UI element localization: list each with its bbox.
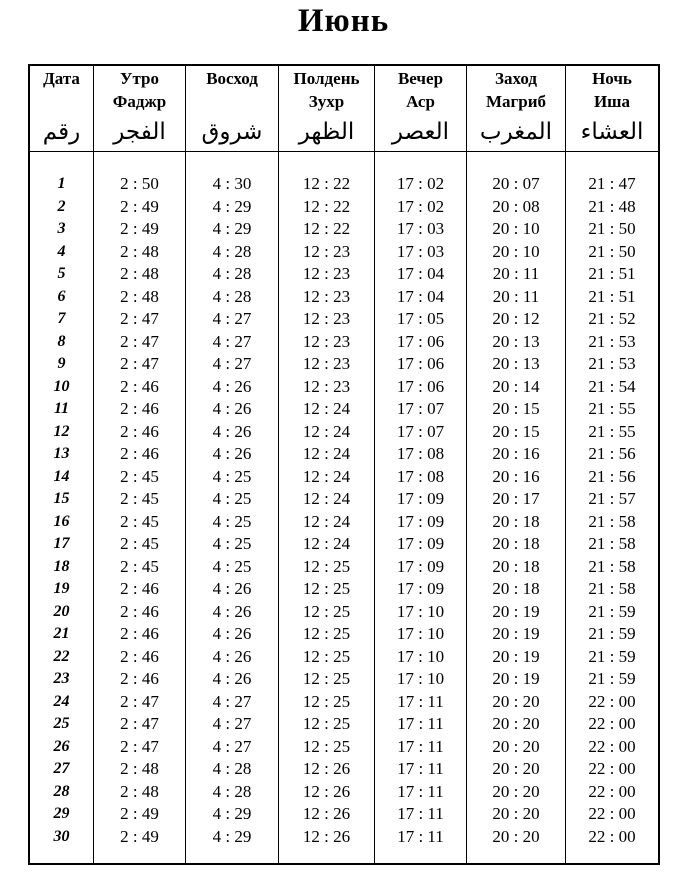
isha-cell: 21 : 50	[588, 241, 636, 261]
fajr-cell: 2 : 45	[120, 466, 159, 486]
asr-cell: 17 : 10	[396, 646, 445, 666]
isha-cell: 22 : 00	[588, 804, 636, 823]
dhuhr-cell: 12 : 24	[302, 534, 351, 553]
isha-cell: 21 : 51	[588, 286, 636, 306]
dhuhr-cell: 12 : 25	[302, 601, 351, 621]
isha-cell: 21 : 57	[588, 489, 636, 508]
header-fajr-russian-line2: Фаджр	[112, 92, 167, 111]
table-header-row	[30, 66, 658, 152]
date-cell: 18	[53, 557, 70, 575]
fajr-cell: 2 : 47	[120, 331, 159, 351]
column-sunrise	[186, 152, 279, 863]
fajr-cell: 2 : 49	[120, 219, 159, 238]
date-cell: 27	[53, 760, 70, 777]
header-date-russian: Дата	[43, 69, 80, 88]
date-cell: 16	[53, 512, 70, 530]
date-cell: 9	[57, 355, 66, 372]
header-dhuhr-russian-line2: Зухр	[308, 92, 345, 111]
fajr-cell: 2 : 47	[120, 309, 159, 328]
header-fajr	[94, 66, 186, 151]
dhuhr-cell: 12 : 26	[302, 804, 351, 823]
header-fajr-arabic: الفجر	[113, 119, 166, 145]
fajr-cell: 2 : 46	[120, 579, 159, 598]
dhuhr-cell: 12 : 25	[302, 624, 351, 643]
maghrib-cell: 20 : 13	[492, 331, 540, 351]
asr-cell: 17 : 11	[397, 714, 444, 733]
dhuhr-cell: 12 : 25	[302, 714, 351, 733]
isha-cell: 21 : 56	[588, 444, 636, 463]
dhuhr-cell: 12 : 23	[302, 241, 351, 261]
fajr-cell: 2 : 45	[120, 556, 159, 576]
maghrib-cell: 20 : 19	[492, 669, 540, 688]
maghrib-cell: 20 : 19	[492, 601, 540, 621]
fajr-cell: 2 : 47	[120, 354, 159, 373]
date-cell: 29	[53, 805, 70, 822]
isha-cell: 22 : 00	[588, 781, 636, 801]
maghrib-cell: 20 : 20	[492, 804, 540, 823]
date-cell: 14	[53, 467, 70, 485]
asr-cell: 17 : 10	[396, 601, 445, 621]
date-cell: 15	[53, 490, 70, 507]
isha-cell: 21 : 58	[588, 511, 636, 531]
sunrise-cell: 4 : 28	[212, 264, 252, 283]
date-cell: 13	[53, 445, 70, 462]
isha-cell: 22 : 00	[588, 759, 636, 778]
sunrise-cell: 4 : 25	[212, 511, 252, 531]
sunrise-cell: 4 : 25	[212, 534, 252, 553]
isha-cell: 21 : 59	[588, 624, 636, 643]
sunrise-cell: 4 : 28	[212, 759, 252, 778]
date-cell: 1	[57, 175, 66, 192]
header-asr-russian: Вечер	[397, 69, 444, 88]
maghrib-cell: 20 : 20	[492, 714, 540, 733]
maghrib-cell: 20 : 15	[492, 399, 540, 418]
header-dhuhr-russian: Полдень	[293, 69, 360, 88]
isha-cell: 21 : 50	[588, 219, 636, 238]
maghrib-cell: 20 : 12	[492, 309, 540, 328]
date-cell: 28	[53, 782, 70, 800]
fajr-cell: 2 : 49	[120, 196, 159, 216]
dhuhr-cell: 12 : 24	[302, 421, 351, 441]
sunrise-cell: 4 : 29	[212, 826, 252, 846]
maghrib-cell: 20 : 20	[492, 781, 540, 801]
asr-cell: 17 : 03	[396, 219, 445, 238]
isha-cell: 21 : 55	[588, 421, 636, 441]
fajr-cell: 2 : 48	[120, 781, 159, 801]
dhuhr-cell: 12 : 25	[302, 691, 351, 711]
date-cell: 11	[53, 400, 70, 417]
fajr-cell: 2 : 46	[120, 376, 159, 396]
asr-cell: 17 : 11	[397, 826, 444, 846]
sunrise-cell: 4 : 27	[212, 309, 252, 328]
sunrise-cell: 4 : 26	[212, 646, 252, 666]
header-date-arabic: رقم	[42, 119, 81, 145]
sunrise-cell: 4 : 25	[212, 556, 252, 576]
maghrib-cell: 20 : 18	[492, 534, 540, 553]
asr-cell: 17 : 09	[396, 534, 445, 553]
isha-cell: 21 : 54	[588, 376, 636, 396]
isha-cell: 21 : 58	[588, 534, 636, 553]
fajr-cell: 2 : 48	[120, 759, 159, 778]
asr-cell: 17 : 02	[396, 196, 445, 216]
fajr-cell: 2 : 46	[120, 624, 159, 643]
asr-cell: 17 : 11	[397, 804, 444, 823]
maghrib-cell: 20 : 14	[492, 376, 540, 396]
dhuhr-cell: 12 : 24	[302, 444, 351, 463]
asr-cell: 17 : 04	[396, 286, 445, 306]
header-sunrise	[186, 66, 279, 151]
sunrise-cell: 4 : 26	[212, 399, 252, 418]
date-cell: 3	[57, 220, 66, 237]
table-body	[30, 152, 658, 863]
dhuhr-cell: 12 : 25	[302, 669, 351, 688]
header-asr	[375, 66, 467, 151]
sunrise-cell: 4 : 28	[212, 781, 252, 801]
maghrib-cell: 20 : 11	[492, 264, 540, 283]
isha-cell: 22 : 00	[588, 736, 636, 756]
fajr-cell: 2 : 47	[120, 714, 159, 733]
fajr-cell: 2 : 47	[120, 691, 159, 711]
maghrib-cell: 20 : 17	[492, 489, 540, 508]
date-cell: 2	[57, 197, 66, 215]
fajr-cell: 2 : 45	[120, 511, 159, 531]
header-fajr-russian: Утро	[120, 69, 159, 88]
date-cell: 24	[53, 692, 70, 710]
dhuhr-cell: 12 : 25	[302, 579, 351, 598]
date-cell: 25	[53, 715, 70, 732]
maghrib-cell: 20 : 19	[492, 646, 540, 666]
header-date-russian-line2	[32, 92, 91, 112]
sunrise-cell: 4 : 27	[212, 714, 252, 733]
sunrise-cell: 4 : 29	[212, 219, 252, 238]
date-cell: 30	[53, 827, 70, 845]
column-dhuhr	[279, 152, 375, 863]
date-cell: 5	[57, 265, 66, 282]
maghrib-cell: 20 : 08	[492, 196, 540, 216]
asr-cell: 17 : 02	[396, 174, 445, 193]
sunrise-cell: 4 : 27	[212, 691, 252, 711]
sunrise-cell: 4 : 30	[212, 174, 252, 193]
header-isha	[566, 66, 658, 151]
fajr-cell: 2 : 46	[120, 399, 159, 418]
asr-cell: 17 : 07	[396, 421, 445, 441]
asr-cell: 17 : 06	[396, 354, 445, 373]
asr-cell: 17 : 11	[397, 691, 444, 711]
asr-cell: 17 : 11	[397, 759, 444, 778]
isha-cell: 21 : 51	[588, 264, 636, 283]
date-cell: 17	[53, 535, 70, 552]
dhuhr-cell: 12 : 24	[302, 511, 351, 531]
maghrib-cell: 20 : 16	[492, 466, 540, 486]
sunrise-cell: 4 : 25	[212, 466, 252, 486]
fajr-cell: 2 : 46	[120, 601, 159, 621]
date-cell: 10	[53, 377, 70, 395]
asr-cell: 17 : 11	[397, 736, 444, 756]
asr-cell: 17 : 10	[396, 624, 445, 643]
maghrib-cell: 20 : 20	[492, 736, 540, 756]
date-cell: 26	[53, 737, 70, 755]
dhuhr-cell: 12 : 26	[302, 781, 351, 801]
date-cell: 21	[53, 625, 70, 642]
isha-cell: 22 : 00	[588, 691, 636, 711]
fajr-cell: 2 : 48	[120, 286, 159, 306]
dhuhr-cell: 12 : 23	[302, 264, 351, 283]
isha-cell: 21 : 47	[588, 174, 636, 193]
fajr-cell: 2 : 47	[120, 736, 159, 756]
sunrise-cell: 4 : 27	[212, 331, 252, 351]
header-sunrise-arabic: شروق	[201, 119, 263, 145]
dhuhr-cell: 12 : 25	[302, 646, 351, 666]
isha-cell: 21 : 58	[588, 579, 636, 598]
column-asr	[375, 152, 467, 863]
header-isha-russian: Ночь	[592, 69, 632, 88]
maghrib-cell: 20 : 20	[492, 691, 540, 711]
date-cell: 8	[57, 332, 66, 350]
fajr-cell: 2 : 46	[120, 646, 159, 666]
dhuhr-cell: 12 : 22	[302, 219, 351, 238]
header-asr-arabic: العصر	[391, 119, 450, 145]
dhuhr-cell: 12 : 23	[302, 286, 351, 306]
dhuhr-cell: 12 : 26	[302, 759, 351, 778]
maghrib-cell: 20 : 18	[492, 556, 540, 576]
date-cell: 20	[53, 602, 70, 620]
fajr-cell: 2 : 45	[120, 489, 159, 508]
isha-cell: 21 : 52	[588, 309, 636, 328]
sunrise-cell: 4 : 26	[212, 421, 252, 441]
maghrib-cell: 20 : 20	[492, 826, 540, 846]
fajr-cell: 2 : 46	[120, 444, 159, 463]
date-cell: 6	[57, 287, 66, 305]
fajr-cell: 2 : 50	[120, 174, 159, 193]
header-dhuhr	[279, 66, 375, 151]
date-cell: 23	[53, 670, 70, 687]
fajr-cell: 2 : 48	[120, 264, 159, 283]
sunrise-cell: 4 : 26	[212, 624, 252, 643]
asr-cell: 17 : 11	[397, 781, 444, 801]
dhuhr-cell: 12 : 24	[302, 466, 351, 486]
asr-cell: 17 : 07	[396, 399, 445, 418]
header-maghrib-arabic: المغرب	[479, 119, 553, 145]
header-sunrise-russian: Восход	[206, 69, 258, 88]
sunrise-cell: 4 : 26	[212, 669, 252, 688]
asr-cell: 17 : 09	[396, 489, 445, 508]
asr-cell: 17 : 09	[396, 579, 445, 598]
sunrise-cell: 4 : 26	[212, 444, 252, 463]
isha-cell: 21 : 59	[588, 601, 636, 621]
dhuhr-cell: 12 : 23	[302, 354, 351, 373]
asr-cell: 17 : 09	[396, 511, 445, 531]
header-sunrise-russian-line2	[188, 92, 276, 112]
asr-cell: 17 : 04	[396, 264, 445, 283]
fajr-cell: 2 : 45	[120, 534, 159, 553]
header-isha-arabic: العشاء	[580, 119, 644, 145]
isha-cell: 21 : 59	[588, 669, 636, 688]
isha-cell: 21 : 55	[588, 399, 636, 418]
isha-cell: 21 : 53	[588, 331, 636, 351]
maghrib-cell: 20 : 11	[492, 286, 540, 306]
isha-cell: 22 : 00	[588, 826, 636, 846]
header-isha-russian-line2: Иша	[593, 92, 631, 111]
column-date	[30, 152, 94, 863]
column-maghrib	[467, 152, 566, 863]
fajr-cell: 2 : 46	[120, 421, 159, 441]
page-title: Июнь	[297, 3, 390, 39]
isha-cell: 21 : 48	[588, 196, 636, 216]
asr-cell: 17 : 08	[396, 444, 445, 463]
maghrib-cell: 20 : 13	[492, 354, 540, 373]
column-isha	[566, 152, 658, 863]
asr-cell: 17 : 10	[396, 669, 445, 688]
prayer-times-table	[28, 64, 660, 865]
header-maghrib-russian: Заход	[495, 69, 537, 88]
asr-cell: 17 : 09	[396, 556, 445, 576]
sunrise-cell: 4 : 29	[212, 804, 252, 823]
fajr-cell: 2 : 48	[120, 241, 159, 261]
sunrise-cell: 4 : 25	[212, 489, 252, 508]
maghrib-cell: 20 : 18	[492, 511, 540, 531]
dhuhr-cell: 12 : 26	[302, 826, 351, 846]
sunrise-cell: 4 : 26	[212, 601, 252, 621]
date-cell: 12	[53, 422, 70, 440]
sunrise-cell: 4 : 29	[212, 196, 252, 216]
maghrib-cell: 20 : 20	[492, 759, 540, 778]
sunrise-cell: 4 : 27	[212, 736, 252, 756]
asr-cell: 17 : 03	[396, 241, 445, 261]
maghrib-cell: 20 : 10	[492, 219, 540, 238]
date-cell: 19	[53, 580, 70, 597]
maghrib-cell: 20 : 18	[492, 579, 540, 598]
maghrib-cell: 20 : 15	[492, 421, 540, 441]
column-fajr	[94, 152, 186, 863]
header-dhuhr-arabic: الظهر	[298, 119, 355, 145]
dhuhr-cell: 12 : 23	[302, 331, 351, 351]
asr-cell: 17 : 08	[396, 466, 445, 486]
header-maghrib	[467, 66, 566, 151]
sunrise-cell: 4 : 26	[212, 579, 252, 598]
maghrib-cell: 20 : 19	[492, 624, 540, 643]
isha-cell: 21 : 56	[588, 466, 636, 486]
dhuhr-cell: 12 : 24	[302, 399, 351, 418]
sunrise-cell: 4 : 28	[212, 286, 252, 306]
date-cell: 22	[53, 647, 70, 665]
date-cell: 7	[57, 310, 66, 327]
isha-cell: 21 : 58	[588, 556, 636, 576]
header-maghrib-russian-line2: Магриб	[485, 92, 546, 111]
dhuhr-cell: 12 : 25	[302, 736, 351, 756]
maghrib-cell: 20 : 07	[492, 174, 540, 193]
date-cell: 4	[57, 242, 66, 260]
isha-cell: 22 : 00	[588, 714, 636, 733]
dhuhr-cell: 12 : 22	[302, 196, 351, 216]
fajr-cell: 2 : 49	[120, 826, 159, 846]
maghrib-cell: 20 : 10	[492, 241, 540, 261]
asr-cell: 17 : 05	[396, 309, 445, 328]
isha-cell: 21 : 53	[588, 354, 636, 373]
dhuhr-cell: 12 : 23	[302, 309, 351, 328]
dhuhr-cell: 12 : 24	[302, 489, 351, 508]
maghrib-cell: 20 : 16	[492, 444, 540, 463]
sunrise-cell: 4 : 27	[212, 354, 252, 373]
dhuhr-cell: 12 : 22	[302, 174, 351, 193]
asr-cell: 17 : 06	[396, 331, 445, 351]
header-asr-russian-line2: Аср	[406, 92, 435, 111]
asr-cell: 17 : 06	[396, 376, 445, 396]
sunrise-cell: 4 : 26	[212, 376, 252, 396]
fajr-cell: 2 : 46	[120, 669, 159, 688]
header-date	[30, 66, 94, 151]
fajr-cell: 2 : 49	[120, 804, 159, 823]
isha-cell: 21 : 59	[588, 646, 636, 666]
dhuhr-cell: 12 : 23	[302, 376, 351, 396]
sunrise-cell: 4 : 28	[212, 241, 252, 261]
dhuhr-cell: 12 : 25	[302, 556, 351, 576]
